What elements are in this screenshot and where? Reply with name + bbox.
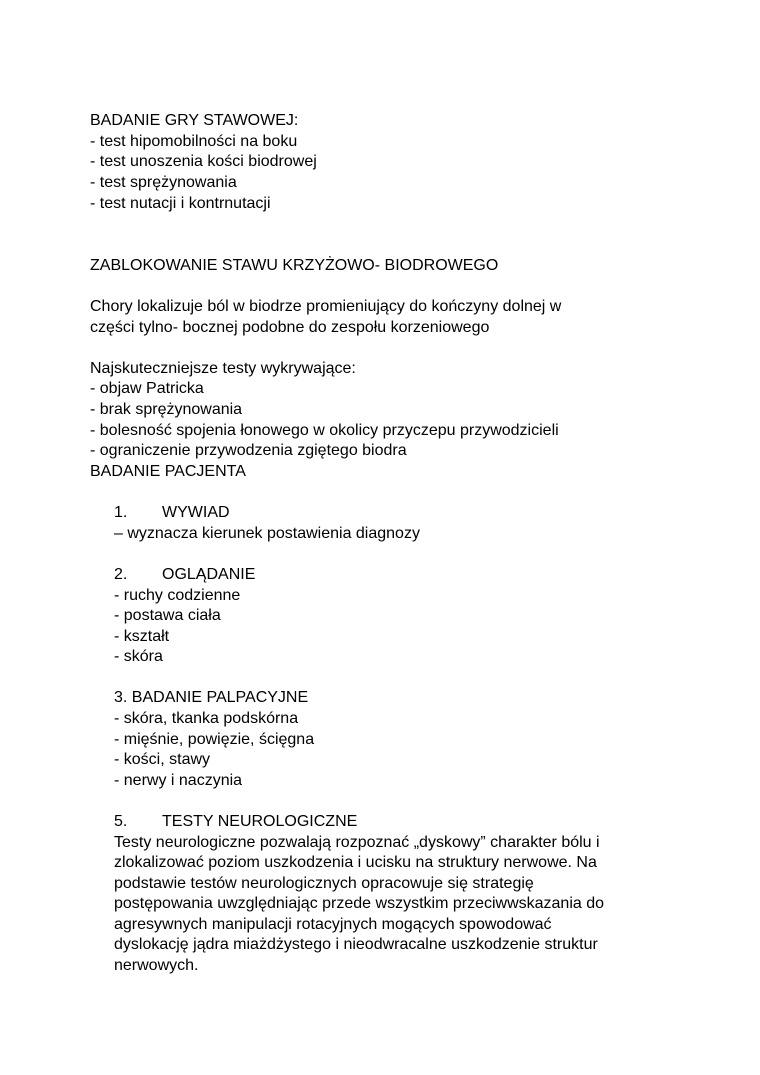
tests-heading: Najskuteczniejsze testy wykrywające: xyxy=(90,360,356,377)
paragraph-line: podstawie testów neurologicznych opracowuje się strategię xyxy=(114,875,534,892)
list-item: - test sprężynowania xyxy=(90,174,237,191)
paragraph-line: zlokalizować poziom uszkodzenia i ucisku na struktury nerwowe. Na xyxy=(114,854,597,871)
item-title-ogladanie: OGLĄDANIE xyxy=(162,566,256,583)
section-heading-patient-exam: BADANIE PACJENTA xyxy=(90,463,246,480)
list-item: - nerwy i naczynia xyxy=(114,772,243,789)
list-item: - kształt xyxy=(114,628,170,645)
list-item: - postawa ciała xyxy=(114,607,221,624)
paragraph-line: części tylno- bocznej podobne do zespołu korzeniowego xyxy=(90,319,490,336)
item-number: 1. xyxy=(114,504,128,521)
list-item: - kości, stawy xyxy=(114,751,211,768)
item-number: 2. xyxy=(114,566,128,583)
section-heading-si-joint-block: ZABLOKOWANIE STAWU KRZYŻOWO- BIODROWEGO xyxy=(90,257,499,274)
item-title-testy-neurologiczne: TESTY NEUROLOGICZNE xyxy=(162,813,358,830)
list-item: – wyznacza kierunek postawienia diagnozy xyxy=(114,525,420,542)
list-item: - brak sprężynowania xyxy=(90,401,243,418)
list-item: - objaw Patricka xyxy=(90,380,204,397)
list-item: - test unoszenia kości biodrowej xyxy=(90,153,317,170)
list-item: - skóra xyxy=(114,648,163,665)
item-title-wywiad: WYWIAD xyxy=(162,504,230,521)
item-number: 5. xyxy=(114,813,128,830)
paragraph-line: dyslokację jądra miażdżystego i nieodwracalne uszkodzenie struktur xyxy=(114,936,598,953)
list-item: - bolesność spojenia łonowego w okolicy przyczepu przywodzicieli xyxy=(90,422,559,439)
item-title-palpacja: 3. BADANIE PALPACYJNE xyxy=(114,689,309,706)
paragraph-line: Testy neurologiczne pozwalają rozpoznać „dyskowy” charakter bólu i xyxy=(114,834,600,851)
paragraph-line: nerwowych. xyxy=(114,957,199,974)
list-item: - ruchy codzienne xyxy=(114,587,241,604)
paragraph-line: postępowania uwzględniając przede wszystkim przeciwwskazania do xyxy=(114,895,605,912)
list-item: - skóra, tkanka podskórna xyxy=(114,710,299,727)
paragraph-line: Chory lokalizuje ból w biodrze promieniujący do kończyny dolnej w xyxy=(90,298,562,315)
list-item: - mięśnie, powięzie, ścięgna xyxy=(114,731,315,748)
list-item: - ograniczenie przywodzenia zgiętego biodra xyxy=(90,442,407,459)
paragraph-line: agresywnych manipulacji rotacyjnych mogących spowodować xyxy=(114,916,552,933)
list-item: - test hipomobilności na boku xyxy=(90,133,298,150)
section-heading-joint-play: BADANIE GRY STAWOWEJ: xyxy=(90,112,299,129)
list-item: - test nutacji i kontrnutacji xyxy=(90,195,271,212)
